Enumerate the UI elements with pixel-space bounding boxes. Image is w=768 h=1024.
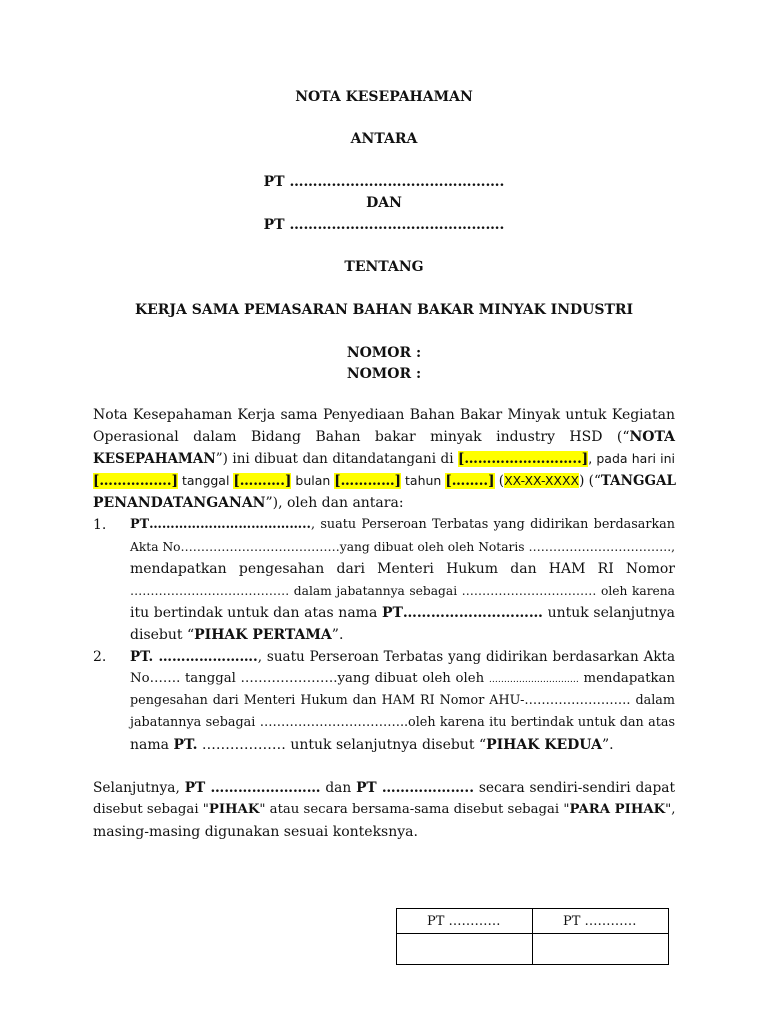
place-placeholder: [……………………..]: [458, 451, 589, 467]
closing-line-3: masing-masing digunakan sesuai konteksnya.: [93, 824, 418, 840]
item1-line-3: mendapatkan pengesahan dari Menteri Hukum dan HAM RI Nomor: [130, 561, 675, 577]
item2-line-1: PT. …………………., suatu Perseroan Terbatas yang didirikan berdasarkan Akta: [130, 649, 675, 665]
month-placeholder: […………]: [334, 473, 402, 489]
intro-line-1: Nota Kesepahaman Kerja sama Penyediaan Bahan Bakar Minyak untuk Kegiatan: [93, 407, 675, 423]
signature-party1-cell: [397, 934, 533, 965]
intro-line-3: KESEPAHAMAN”) ini dibuat dan ditandatangani di [……………………..], pada hari ini: [93, 451, 675, 467]
document-title: NOTA KESEPAHAMAN: [295, 89, 473, 105]
signature-party1-header: PT …………: [397, 909, 533, 934]
nomor-line-2: NOMOR :: [346, 366, 422, 382]
signature-party2-header: PT …………: [533, 909, 669, 934]
signature-party2-cell: [533, 934, 669, 965]
party1-heading: PT ……………………………………….: [263, 174, 505, 190]
day-placeholder: […………….]: [93, 473, 178, 489]
item2-line-3: pengesahan dari Menteri Hukum dan HAM RI Nomor AHU-……………………. dalam: [130, 693, 675, 708]
closing-line-1: Selanjutnya, PT …………………… dan PT ……………….. secara sendiri-sendiri dapat: [93, 780, 675, 796]
intro-line-5: PENANDATANGANAN”), oleh dan antara:: [93, 495, 404, 511]
tentang-heading: TENTANG: [344, 259, 424, 275]
item1-line-1: PT……………………………….., suatu Perseroan Terbatas yang didirikan berdasarkan: [130, 517, 675, 532]
year-placeholder: [……..]: [445, 473, 495, 489]
dan-heading: DAN: [366, 195, 402, 211]
item2-line-4: jabatannya sebagai ……………………………..oleh karena itu bertindak untuk dan atas: [130, 715, 675, 730]
nomor-line-1: NOMOR :: [346, 345, 422, 361]
item1-line-5: itu bertindak untuk dan atas nama PT………………………… untuk selanjutnya: [130, 605, 675, 621]
subject-heading: KERJA SAMA PEMASARAN BAHAN BAKAR MINYAK INDUSTRI: [134, 302, 634, 318]
item1-number: 1.: [93, 517, 107, 533]
signature-table: [396, 908, 669, 965]
item2-number: 2.: [93, 649, 107, 665]
antara-heading: ANTARA: [350, 131, 418, 147]
intro-line-2: Operasional dalam Bidang Bahan bakar minyak industry HSD (“NOTA: [93, 429, 675, 445]
party2-heading: PT ……………………………………….: [263, 217, 505, 233]
item2-line-2: No……. tanggal ………………….yang dibuat oleh oleh ………………………… mendapatkan: [130, 671, 675, 686]
item2-line-5: nama PT. ……………… untuk selanjutnya disebut “PIHAK KEDUA”.: [130, 737, 614, 753]
intro-line-4: […………….] tanggal [……….] bulan […………] tahun [……..] (XX-XX-XXXX) (“TANGGAL: [93, 473, 677, 489]
closing-line-2: disebut sebagai "PIHAK" atau secara bersama-sama disebut sebagai "PARA PIHAK",: [93, 802, 676, 817]
item1-line-6: disebut “PIHAK PERTAMA”.: [130, 627, 344, 643]
item1-line-2: Akta No…………………………………yang dibuat oleh oleh Notaris ……………………………..,: [130, 540, 675, 554]
item1-line-4: ………………………………… dalam jabatannya sebagai …………………………… oleh karena: [130, 584, 675, 598]
date-format-placeholder: XX-XX-XXXX: [504, 473, 580, 488]
date-placeholder: [……….]: [233, 473, 292, 489]
